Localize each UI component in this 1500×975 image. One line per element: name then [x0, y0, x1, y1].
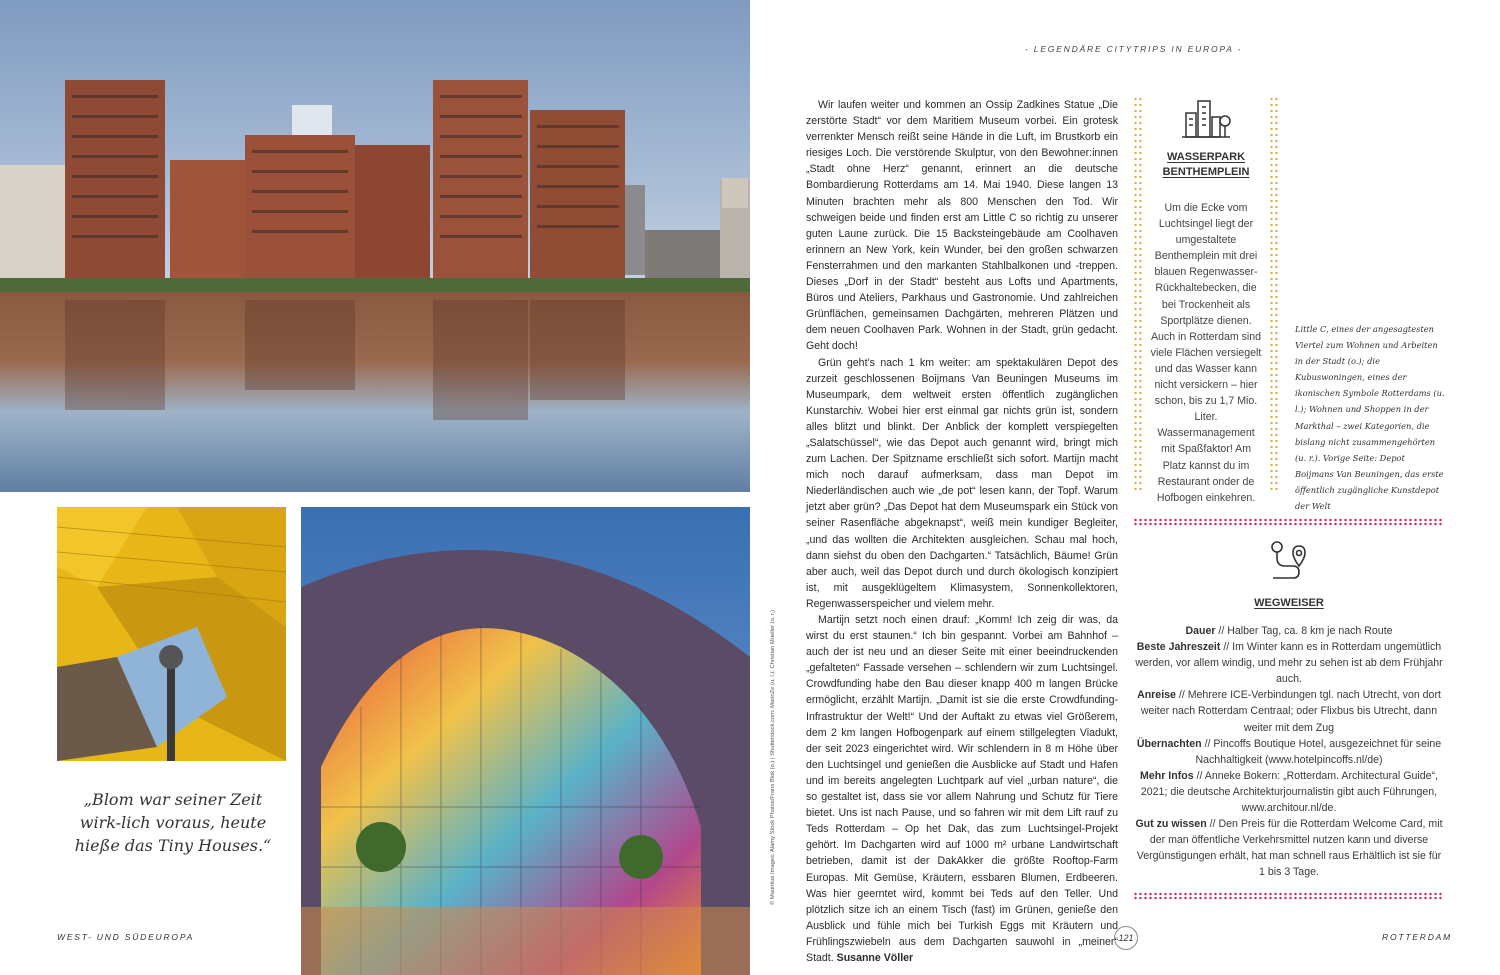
wegweiser-border-top — [1133, 518, 1443, 526]
wegweiser-item: Anreise // Mehrere ICE-Verbindungen tgl. nach Utrecht, von dort weiter nach Rotterdam Centraal; oder Flixbus bis Utrecht, dann weiter mit dem Zug — [1137, 689, 1441, 734]
wegweiser-border-bottom — [1133, 892, 1443, 900]
running-head: - LEGENDÄRE CITYTRIPS IN EUROPA - — [1025, 44, 1243, 54]
wegweiser-item: Mehr Infos // Anneke Bokern: „Rotterdam. Architectural Guide“, 2021; die deutsche Architekturjournalistin gibt auch Führungen, www.architour.nl/de. — [1140, 769, 1438, 815]
photo-markthal — [301, 507, 750, 975]
wegweiser-item: Gut zu wissen // Den Preis für die Rotterdam Welcome Card, mit der man öffentliche Verkehrsmittel nutzen kann und diverse Vergünstigungen erhält, hat man schnell raus Erhältlich ist sie für 1 bis 3 Tage. — [1135, 818, 1443, 879]
wegweiser-body — [1134, 623, 1444, 881]
photo-cube-houses — [57, 507, 286, 761]
route-pin-icon — [1267, 538, 1311, 582]
sidebar-title — [1150, 150, 1262, 180]
footer-section-right: ROTTERDAM — [1382, 932, 1453, 942]
wegweiser-item: Dauer // Halber Tag, ca. 8 km je nach Route — [1185, 625, 1393, 637]
article-paragraph: Grün geht’s nach 1 km weiter: am spektakulären Depot des zurzeit geschlossenen Boijmans Van Beuningen Museums im Museumpark, dem weltweit ersten öffentlich zugänglichen Kunstarchiv. Wobei hier erst einmal gar nichts grün ist, sondern alles blitzt und blinkt. Der Anblick der komplett verspiegelten „Salatschüssel“, wie das Depot auch genannt wird, bringt mich zum Lachen. Der Spitzname erschließt sich sofort. Martijn macht mich noch darauf aufmerksam, dass man Depot im Niederländischen auch wie „de pot“ lesen kann, der Topf. Warum jetzt aber grün? „Das Depot hat dem Museumspark ein Stück von seiner Rasenfläche abgeknapst“, weiß mein kundiger Begleiter, „und das wollten die Architekten ausgleichen. Schau mal hoch, dann siehst du oben den Dachgarten.“ Tatsächlich, Bäume! Grün aber auch, weil das Depot durch und durch ökologisch konzipiert ist, mit ausgeklügeltem Klimasystem, Sonnenkollektoren, Regenwasserspeicher und vielem mehr. — [806, 356, 1118, 610]
sidebar-border-right — [1269, 96, 1278, 491]
photo-credit: © Mauritius Images: Alamy Stock Photos/Frans Blok (o.) | Shutterstock.com: MarinZe (u. l.); Christian Mueller (u. r.) — [770, 609, 776, 905]
article-paragraph: Martijn setzt noch einen drauf: „Komm! Ich zeig dir was, da wirst du erst staunen.“ Ich bin gespannt. Vorbei am Bahnhof – auch der ist neu und an dieser Seite mit einer beeindruckenden „gefalteten“ Fassade versehen – schlendern wir zum Luchtsingel. Crowdfunding habe den Bau dieser knapp 400 m langen Brücke ermöglicht, erzählt Martijn. „Damit ist sie die erste Crowdfunding-Infrastruktur der Welt!“ Und der Auftakt zu etwas viel Größerem, dem 2 km langen Hofbogenpark auf einem stillgelegten Viadukt, der seit 2023 eingerichtet wird. Wir schlendern in 8 m Höhe über den Luchtsingel und genießen die Ausblicke auf Stadt und Hafen und im bereits angelegten Luchtpark auf viel „urban nature“, die so gestaltet ist, dass sie vor allem Nahrung und Schutz für Tiere bietet. Uns ist nach Pause, und so fahren wir mit dem Lift rauf zu Teds Rotterdam – Op het Dak, das zum Luchtsingel-Projekt gehört. Im Dachgarten wird auf 1000 m² urbane Landwirtschaft betrieben, damit ist der DakAkker die größte Rooftop-Farm Europas. Mit Gemüse, Kräutern, essbaren Blumen, Erdbeeren. Was hier geerntet wird, kommt bei Teds auf den Teller. Und plötzlich sitze ich an einem Tisch (fast) im Grünen, genieße den Ausblick und fühle mich bei Turkish Eggs mit Kräutern und Frühlingszwiebeln aus dem Dachgarten sauwohl in „meiner“ Stadt. Susanne Völler — [806, 614, 1118, 964]
pull-quote: „Blom war seiner Zeit wirk-lich voraus, heute hieße das Tiny Houses.“ — [74, 790, 272, 855]
page-number: 121 — [1114, 926, 1138, 950]
wegweiser-item: Beste Jahreszeit // Im Winter kann es in Rotterdam ungemütlich werden, vor allem windig, und mehr zu sehen ist ab dem Frühjahr auch. — [1135, 641, 1443, 686]
sidebar-wasserpark — [1150, 95, 1262, 506]
article-author: Susanne Völler — [836, 951, 914, 964]
article-body — [806, 97, 1118, 966]
sidebar-body: Um die Ecke vom Luchtsingel liegt der umgestaltete Benthemplein mit drei blauen Regenwasser-Rückhaltebecken, die bei Trockenheit als Sportplätze dienen. Auch in Rotterdam sind viele Flächen versiegelt und das Wasser kann nicht versickern – hier schon, bis zu 1,7 Mio. Liter. Wassermanagement mit Spaßfaktor! Am Platz kannst du im Restaurant onder de Hofbogen einkehren. — [1150, 202, 1262, 504]
wegweiser-title: WEGWEISER — [1254, 597, 1324, 609]
photo-caption: Little C, eines der angesagtesten Viertel zum Wohnen und Arbeiten in der Stadt (o.); die Kubuswoningen, eines der ikonischen Symbole Rotterdams (u. l.); Wohnen und Shoppen in der Markthal – zwei Kategorien, die bislang nicht zusammengehörten (u. r.). Vorige Seite: Depot Boijmans Van Beuningen, das erste öffentlich zugängliche Kunstdepot der Welt — [1295, 324, 1445, 512]
wegweiser-item: Übernachten // Pincoffs Boutique Hotel, ausgezeichnet für seine Nachhaltigkeit (www.hotelpincoffs.nl/de) — [1136, 737, 1442, 766]
sidebar-border-left — [1133, 96, 1142, 491]
sidebar-title-line1: WASSERPARK — [1166, 151, 1246, 163]
article-paragraph: Wir laufen weiter und kommen an Ossip Zadkines Statue „Die zerstörte Stadt“ vor dem Maritiem Museum vorbei. Ein grotesk verrenkter Mensch reißt seine Hände in die Luft, im Brustkorb ein riesiges Loch. Die verstörende Skulptur, von den Bewohner:innen „Stadt ohne Herz“ genannt, erinnert an die deutsche Bombardierung Rotterdams am 14. Mai 1940. Diese langen 13 Minuten brachten mehr als 800 Menschen den Tod. Wir schweigen beide und finden erst am Little C so richtig zu unserer guten Laune zurück. Die 15 Backsteingebäude am Coolhaven erinnern an New York, kein Wunder, bei den großen schwarzen Fensterrahmen und den markanten Stahlbalkonen und -treppen. Dieses „Dorf in der Stadt“ besteht aus Lofts und Apartments, Büros und Ateliers, Parkhaus und Gastronomie. Und zahlreichen Grünflächen, gemeinsamen Dachgärten, mehreren Plätzen und dem neuen Coolhaven Park. Wohnen in der Stadt, grün gedacht. Geht doch! — [806, 99, 1118, 353]
sidebar-title-line2: BENTHEMPLEIN — [1162, 166, 1250, 178]
photo-little-c-skyline — [0, 0, 750, 492]
city-buildings-icon — [1180, 95, 1232, 139]
footer-section-left: WEST- UND SÜDEUROPA — [57, 932, 195, 942]
wegweiser-box — [1134, 538, 1444, 881]
